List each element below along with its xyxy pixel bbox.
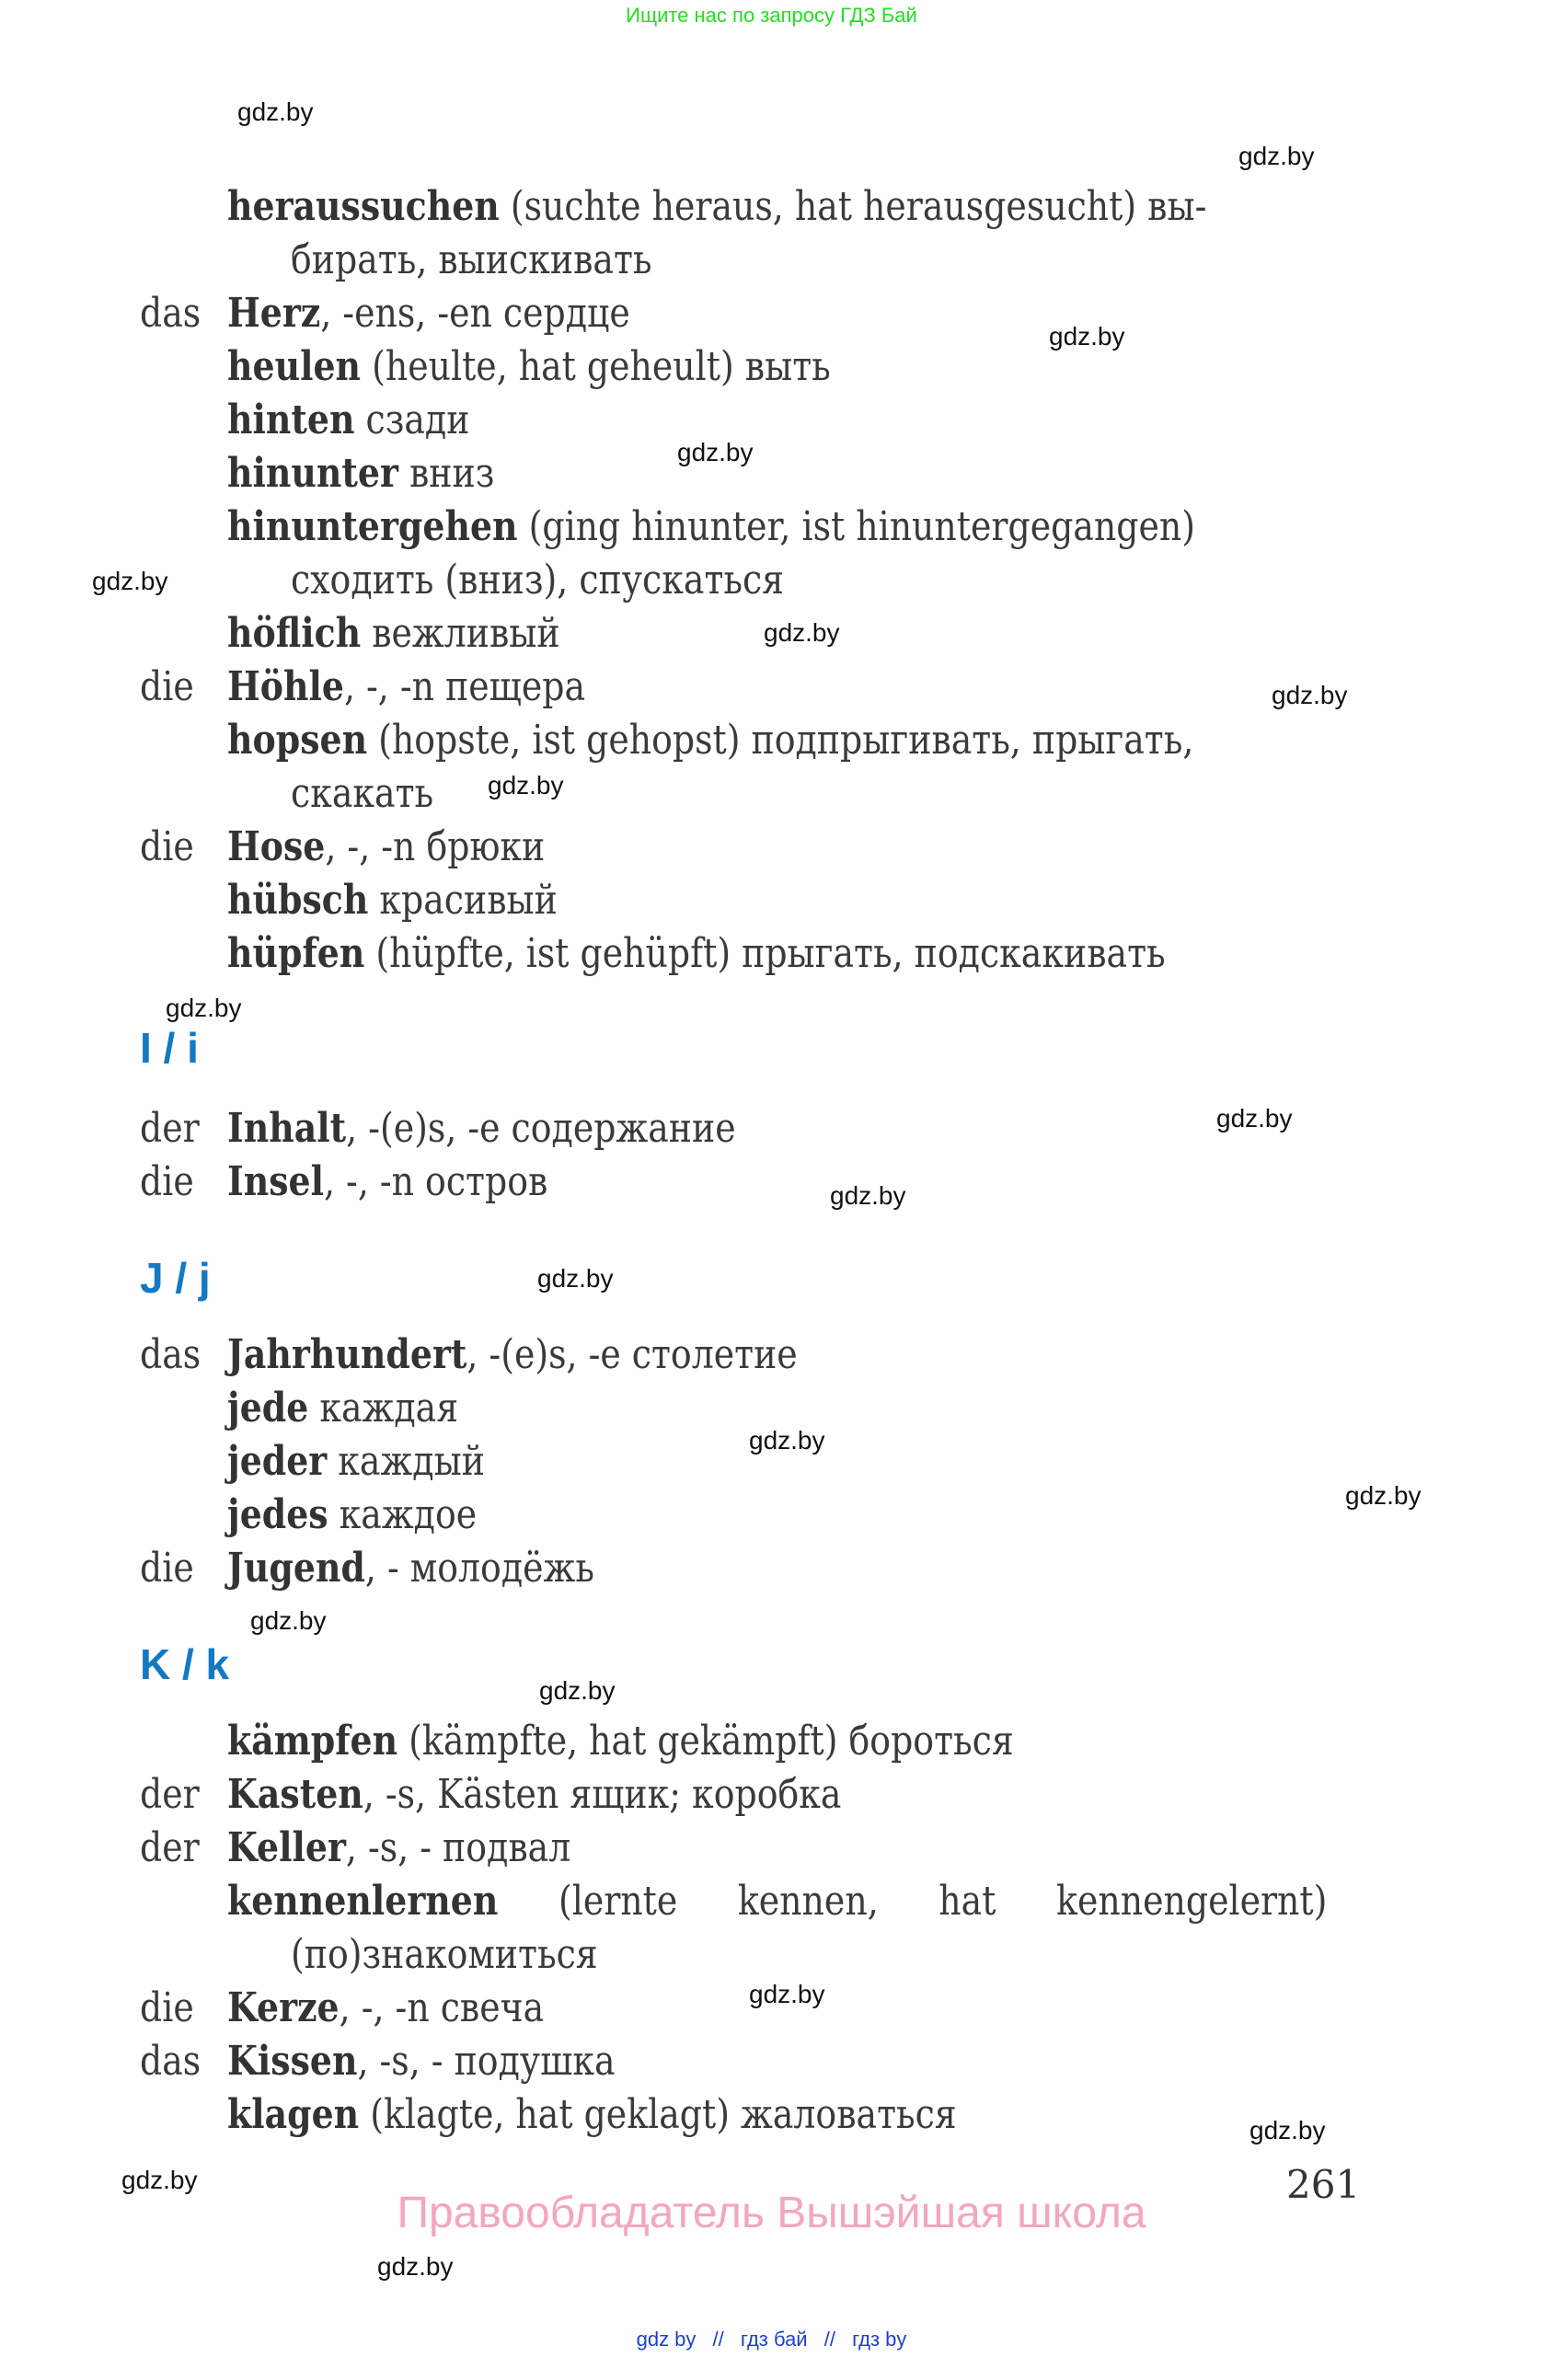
headword: jede [227,1385,309,1431]
headword: jedes [227,1491,328,1538]
headword: hopsen [227,717,368,764]
section-heading-j: J / j [140,1254,211,1302]
entry-text: , -(e)s, -e столетие [466,1331,798,1378]
watermark: gdz.by [1272,681,1348,709]
entry-text: , -s, Kästen ящик; коробка [363,1771,842,1818]
entry-kennenlernen [227,1875,1327,1928]
entry-heulen [227,340,831,394]
entry-herz [227,287,630,340]
entry-text-part: (lernte [558,1878,678,1925]
headword: hinunter [227,450,398,497]
headword: Kerze [227,1984,340,2031]
headword: Inhalt [227,1105,347,1152]
article: das [140,2038,202,2085]
entry-klagen [227,2088,957,2142]
watermark: gdz.by [1345,1481,1422,1510]
entry-jeder [227,1435,485,1489]
headword: höflich [227,610,362,657]
entry-text: , -(e)s, -e содержание [346,1105,736,1152]
watermark: gdz.by [677,438,754,466]
watermark: gdz.by [749,1426,825,1454]
headword: klagen [227,2091,360,2138]
entry-text-part: kennengelernt) [1056,1878,1328,1925]
headword: Keller [227,1824,346,1871]
article: die [140,1158,194,1205]
entry-jedes [227,1489,477,1542]
watermark: gdz.by [749,1980,825,2008]
article: der [140,1105,200,1152]
entry-text-part: kennen, [737,1878,879,1925]
entry-text: (ging hinunter, ist hinuntergegangen) [517,503,1196,550]
watermark: gdz.by [488,771,564,799]
headword: hinten [227,397,355,443]
entry-keller [227,1822,570,1875]
headword: Höhle [227,663,344,710]
entry-hoehle [227,661,585,714]
entry-text: каждый [327,1438,485,1485]
article: der [140,1771,200,1818]
entry-hoeflich [227,607,560,661]
headword: Kissen [227,2038,358,2085]
article: die [140,1545,194,1592]
headword: Herz [227,290,321,337]
entry-text: , -s, - подвал [345,1824,571,1871]
watermark: gdz.by [121,2166,198,2194]
entry-hinten [227,394,469,447]
entry-kissen [227,2035,616,2088]
entry-jahrhundert [227,1328,798,1382]
headword: Jugend [227,1545,365,1592]
watermark: gdz.by [237,98,314,126]
footer-link-gdz-by[interactable]: gdz by [636,2328,697,2351]
entry-hose [227,821,545,874]
entry-text: (suchte heraus, hat herausgesucht) вы- [499,183,1207,230]
section-heading-k: K / k [140,1640,230,1688]
headword: hübsch [227,877,369,924]
entry-kerze [227,1982,544,2035]
headword: kennenlernen [227,1878,499,1925]
watermark: gdz.by [1216,1104,1293,1133]
entry-text: вежливый [361,610,560,657]
copyright-notice: Правообладатель Вышэйшая школа [397,2189,1146,2237]
headword: hüpfen [227,930,365,977]
entry-jugend [227,1542,594,1595]
headword: Hose [227,823,326,870]
entry-text: (hüpfte, ist gehüpft) прыгать, подскакивать [364,930,1166,977]
footer-separator: // [712,2328,724,2351]
entry-hinunter [227,447,494,500]
headword: kämpfen [227,1718,398,1765]
entry-continuation: сходить (вниз), спускаться [291,557,785,604]
entry-kasten [227,1768,841,1822]
entry-continuation: бирать, выискивать [291,236,652,283]
footer-link-gdz-bai[interactable]: гдз бай [740,2328,808,2351]
headword: hinuntergehen [227,503,518,550]
entry-text: сзади [354,397,470,443]
article: die [140,823,194,870]
entry-hinuntergehen [227,500,1195,554]
entry-text: , -, -n остров [323,1158,548,1205]
entry-text: (heulte, hat geheult) выть [361,343,831,390]
entry-kaempfen [227,1715,1014,1768]
watermark: gdz.by [537,1264,614,1293]
watermark: gdz.by [250,1606,327,1635]
entry-text: , -ens, -en сердце [320,290,630,337]
entry-text: , -s, - подушка [357,2038,616,2085]
watermark: gdz.by [1249,2116,1326,2144]
watermark: gdz.by [764,618,840,647]
entry-text: (kämpfte, hat gekämpft) бороться [397,1718,1014,1765]
footer-links [0,2328,1543,2351]
article: die [140,1984,194,2031]
watermark: gdz.by [92,567,168,595]
entry-heraussuchen [227,180,1206,234]
entry-huebsch [227,874,558,927]
article: der [140,1824,200,1871]
article: das [140,1331,202,1378]
entry-text: (klagte, hat geklagt) жаловаться [359,2091,957,2138]
entry-hopsen [227,714,1193,767]
section-heading-i: I / i [140,1024,199,1072]
entry-text: каждое [328,1491,478,1538]
headword: Insel [227,1158,324,1205]
entry-text: , - молодёжь [364,1545,594,1592]
watermark: gdz.by [1049,322,1125,351]
entry-inhalt [227,1102,736,1156]
entry-continuation: (по)знакомиться [291,1931,598,1978]
entry-text: , -, -n брюки [325,823,546,870]
article: das [140,290,202,337]
watermark: gdz.by [1238,142,1315,170]
watermark: gdz.by [166,994,242,1022]
headword: jeder [227,1438,328,1485]
headword: heraussuchen [227,183,500,230]
article: die [140,663,194,710]
page-number: 261 [1286,2162,1361,2207]
watermark: gdz.by [377,2252,454,2281]
entry-text: , -, -n пещера [343,663,586,710]
entry-huepfen [227,927,1166,981]
entry-insel [227,1156,547,1209]
headword: heulen [227,343,362,390]
entry-continuation: скакать [291,770,434,817]
entry-text: (hopste, ist gehopst) подпрыгивать, прыгать, [367,717,1194,764]
watermark: gdz.by [830,1181,906,1210]
entry-text: , -, -n свеча [339,1984,545,2031]
headword: Kasten [227,1771,363,1818]
entry-text: каждая [308,1385,459,1431]
entry-jede [227,1382,458,1435]
footer-separator: // [823,2328,835,2351]
entry-text: вниз [397,450,495,497]
entry-text: красивый [368,877,558,924]
top-banner: Ищите нас по запросу ГДЗ Бай [626,4,917,27]
headword: Jahrhundert [227,1331,467,1378]
entry-text-part: hat [938,1878,996,1925]
footer-link-gdz-by-2[interactable]: гдз by [852,2328,907,2351]
watermark: gdz.by [539,1676,616,1705]
